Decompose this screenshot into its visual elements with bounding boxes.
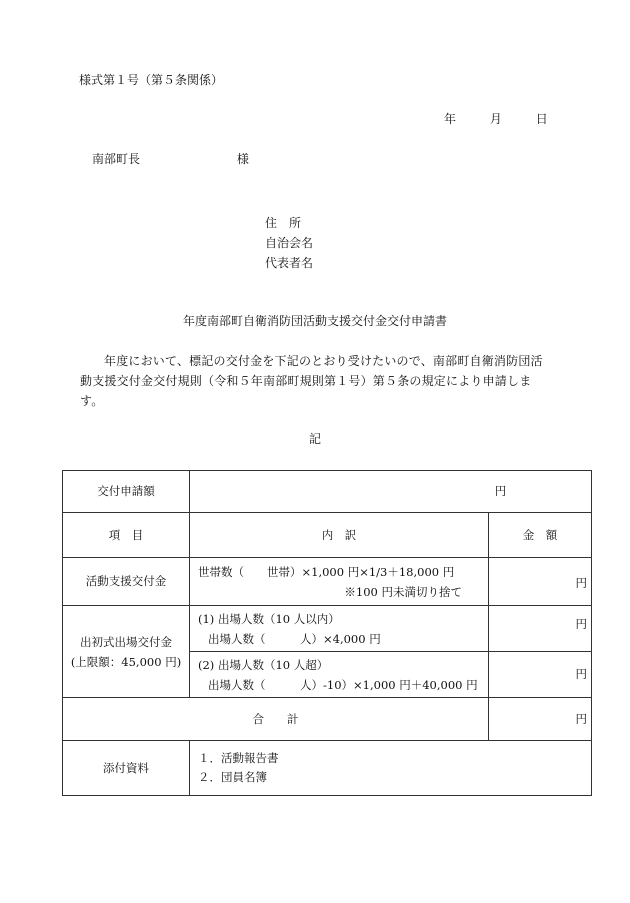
addressee-suffix: 様 — [236, 152, 249, 166]
col-item: 項 目 — [63, 513, 190, 558]
case2-yen: 円 — [575, 667, 587, 682]
total-label: 合 計 — [63, 698, 489, 741]
document-title: 年度南部町自衛消防団活動支援交付金交付申請書 — [182, 314, 447, 328]
attachment-item-1: １．活動報告書 — [198, 751, 279, 765]
total-row — [63, 698, 592, 741]
attachment-item-2: ２．団員名簿 — [198, 770, 267, 784]
address-label: 住 所 — [265, 216, 302, 230]
col-detail: 内 訳 — [190, 513, 489, 558]
case2-title: (2) 出場人数（10 人超） — [198, 657, 329, 672]
addressee — [92, 152, 249, 168]
activity-row — [63, 558, 592, 606]
attendance-label-line2: (上限額：45,000 円) — [70, 654, 182, 669]
col-amount: 金 額 — [489, 513, 592, 558]
case2-amount-cell[interactable] — [489, 652, 592, 698]
date-day: 日 — [535, 112, 548, 126]
header-row — [63, 513, 592, 558]
application-table — [62, 470, 592, 796]
attendance-row-1 — [63, 606, 592, 652]
attachments-row — [63, 741, 592, 796]
addressee-name: 南部町長 — [92, 152, 141, 166]
activity-note: ※100 円未満切り捨て — [344, 584, 462, 599]
case1-title: (1) 出場人数（10 人以内） — [198, 611, 340, 626]
case1-amount-cell[interactable] — [489, 606, 592, 652]
activity-formula: 世帯数（ 世帯）×1,000 円×1/3＋18,000 円 — [198, 564, 455, 579]
case2-formula: 出場人数（ 人）-10）×1,000 円＋40,000 円 — [208, 677, 478, 692]
activity-label: 活動支援交付金 — [63, 558, 190, 606]
representative-label: 代表者名 — [265, 256, 314, 270]
request-row — [63, 471, 592, 513]
case1-formula: 出場人数（ 人）×4,000 円 — [208, 631, 381, 646]
case1-yen: 円 — [575, 617, 587, 632]
date-year: 年 — [444, 112, 457, 126]
body-text: 年度において、標記の交付金を下記のとおり受けたいので、南部町自衛消防団活動支援交付金交付規則（令和５年南部町規則第１号）第５条の規定により申請します。 — [80, 354, 543, 408]
applicant-block — [265, 213, 313, 273]
attachments-label: 添付資料 — [63, 741, 190, 796]
activity-amount-cell[interactable] — [489, 558, 592, 606]
attendance-case2 — [190, 652, 489, 698]
ki-heading: 記 — [308, 432, 321, 446]
association-label: 自治会名 — [265, 236, 314, 250]
attendance-case1 — [190, 606, 489, 652]
total-yen: 円 — [575, 711, 587, 726]
request-yen: 円 — [494, 484, 507, 499]
total-amount-cell[interactable] — [489, 698, 592, 741]
date-line — [444, 112, 548, 128]
attachments-list — [190, 741, 592, 796]
attendance-label — [63, 606, 190, 698]
activity-yen: 円 — [575, 576, 587, 591]
date-month: 月 — [489, 112, 502, 126]
request-label: 交付申請額 — [63, 471, 190, 513]
activity-detail — [190, 558, 489, 606]
form-number: 様式第１号（第５条関係） — [79, 73, 224, 87]
attendance-label-line1: 出初式出場交付金 — [80, 634, 172, 649]
request-amount-cell[interactable] — [190, 471, 592, 513]
